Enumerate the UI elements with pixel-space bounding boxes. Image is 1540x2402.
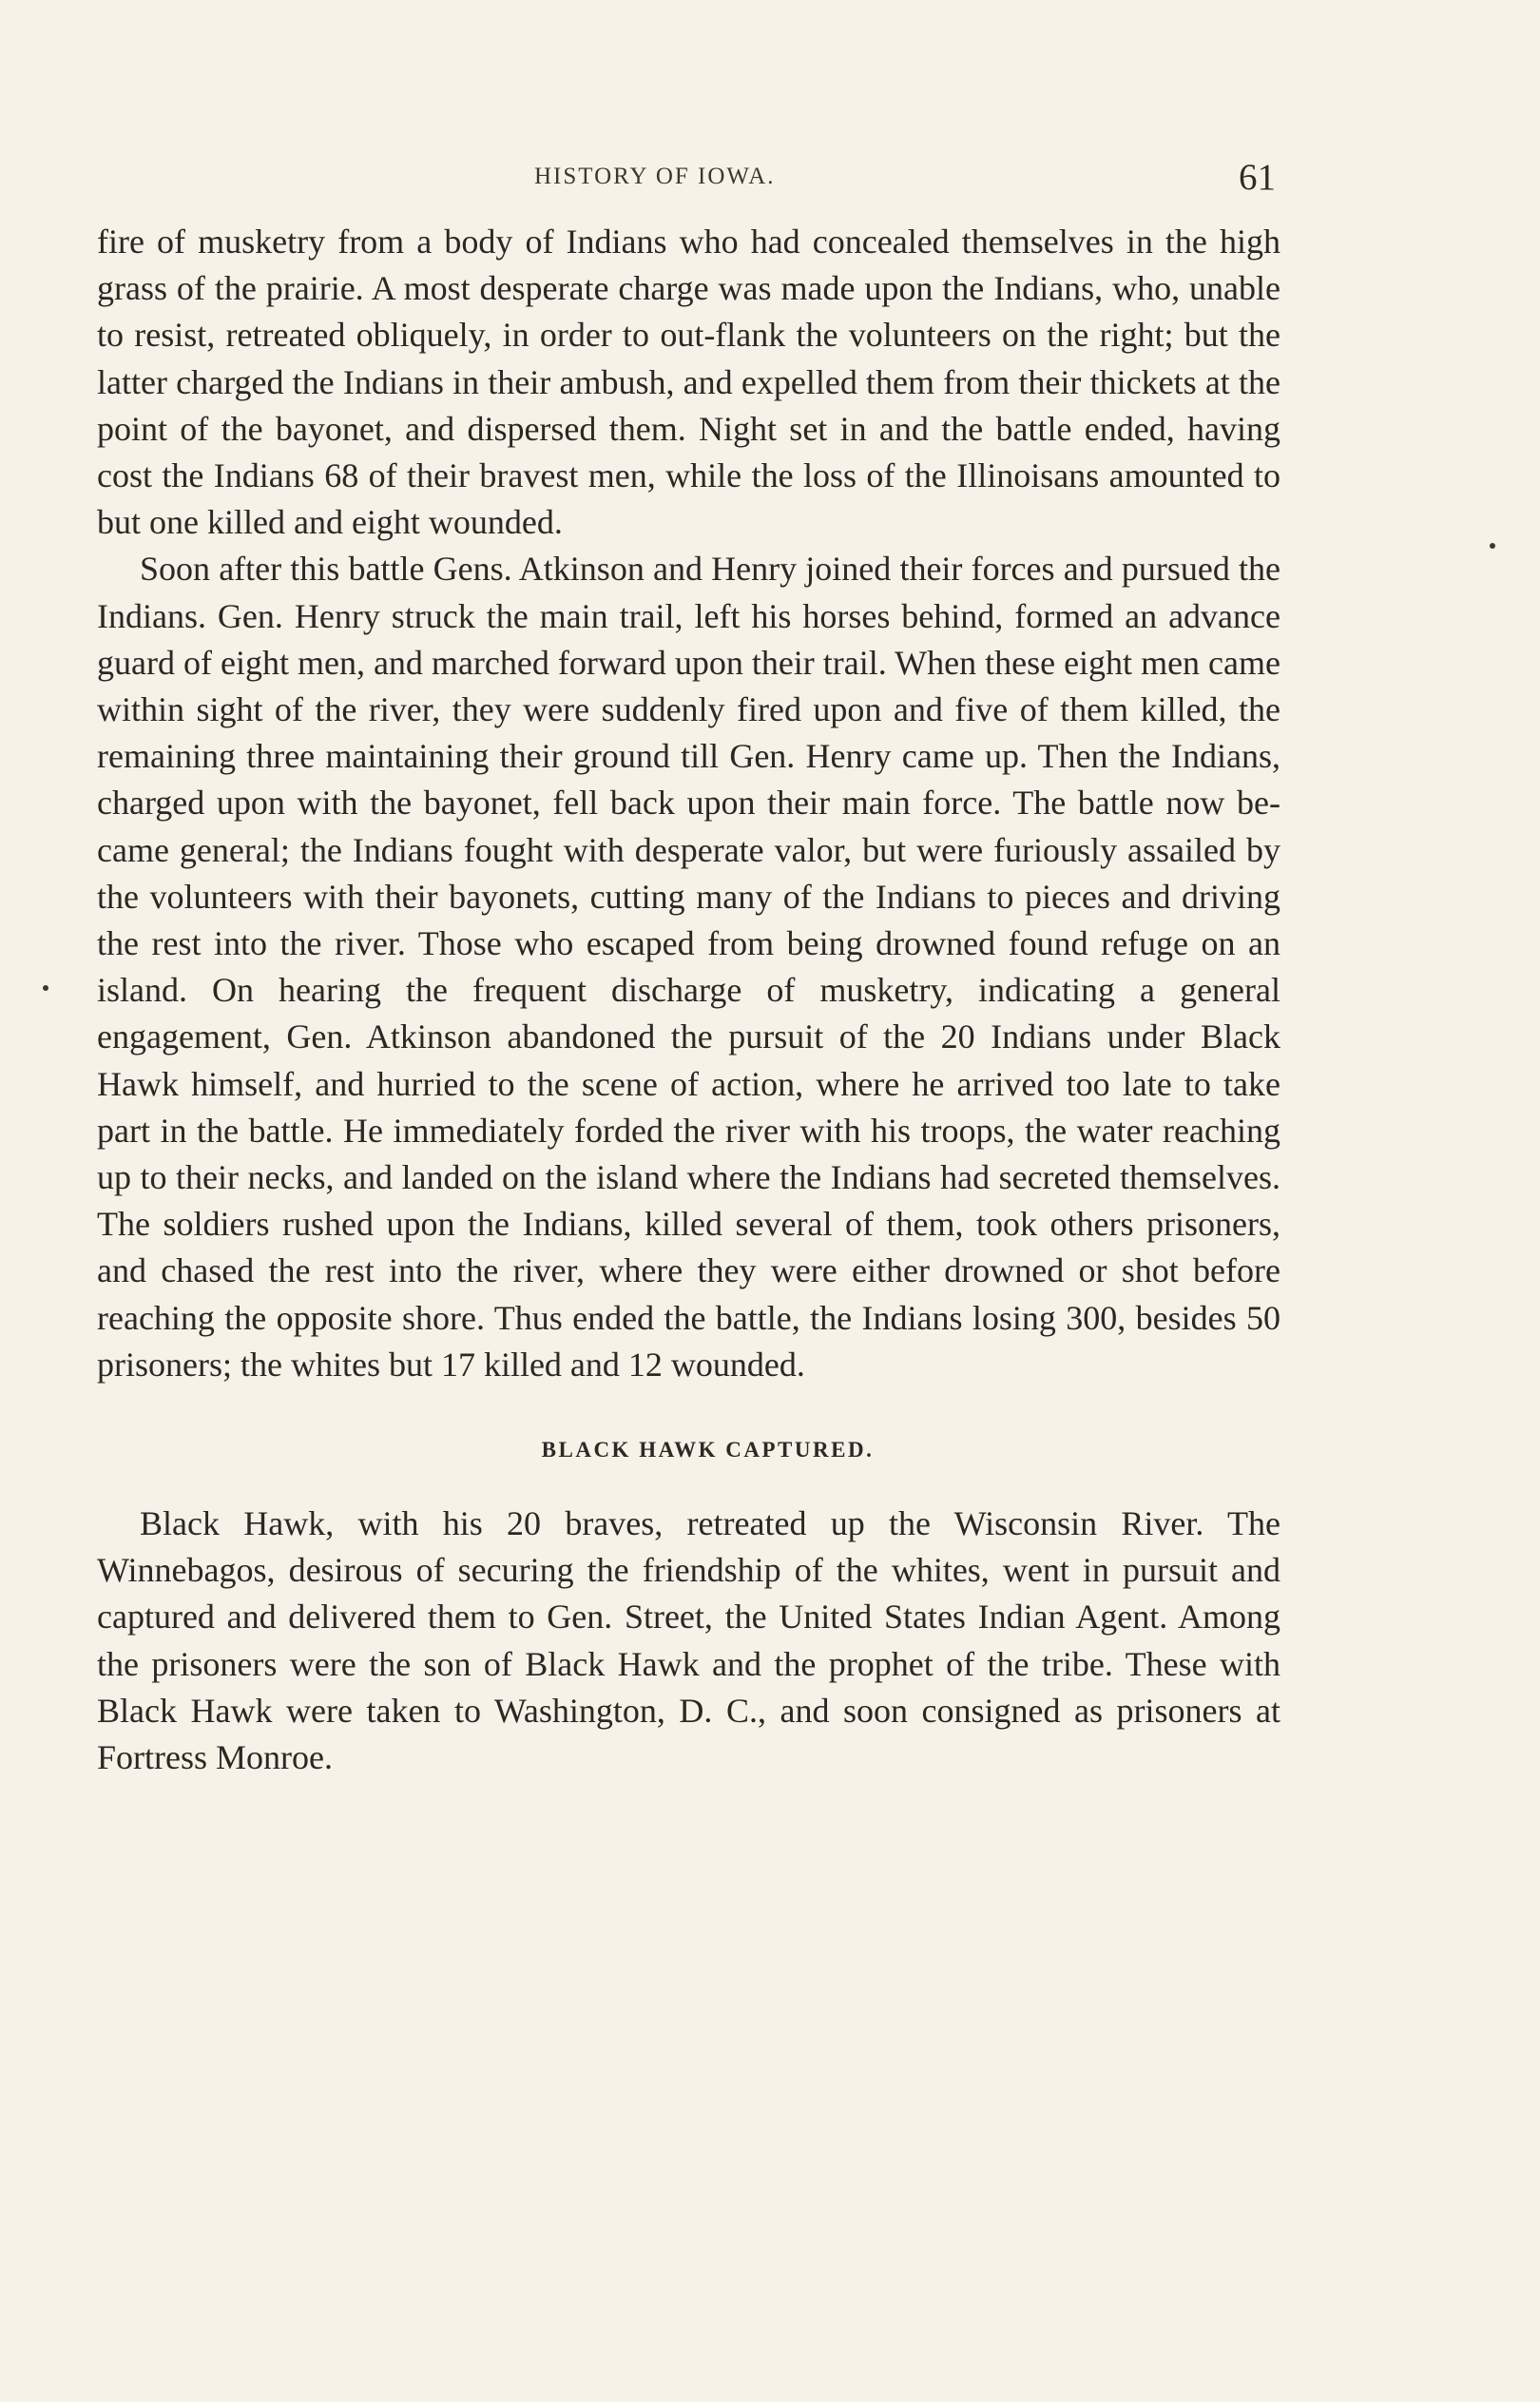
page-number: 61 <box>1239 157 1276 198</box>
ink-speck-right <box>1490 543 1495 549</box>
running-head <box>0 157 1540 198</box>
paragraph-gens-atkinson-henry: Soon after this battle Gens. Atkinson and Henry joined their forces and pursued the Indians. Gen. Henry struck the main trail, left his horses behind, formed an advance guard of eight men, and marched forward upon their trail. When these eight men came within sight of the river, they were suddenly fired upon and five of them killed, the remaining three maintaining their ground till Gen. Henry came up. Then the Indians, charged upon with the bayonet, fell back upon their main force. The battle now became general; the Indians fought with desperate valor, but were furiously assailed by the volunteers with their bayonets, cutting many of the Indians to pieces and driving the rest into the river. Those who escaped from being drowned found refuge on an island. On hearing the frequent discharge of musketry, indicating a general engagement, Gen. Atkinson abandoned the pursuit of the 20 Indians under Black Hawk himself, and hurried to the scene of action, where he arrived too late to take part in the battle. He immediately forded the river with his troops, the water reaching up to their necks, and landed on the island where the Indians had secreted themselves. The soldiers rushed upon the Indians, killed several of them, took others prisoners, and chased the rest into the river, where they were either drowned or shot before reaching the opposite shore. Thus ended the battle, the Indians losing 300, besides 50 prisoners; the whites but 17 killed and 12 wounded. <box>97 550 1280 1384</box>
running-title: HISTORY OF IOWA. <box>534 164 776 189</box>
ink-speck-left <box>43 985 48 991</box>
section-heading: BLACK HAWK CAPTURED. <box>541 1438 875 1463</box>
body-text <box>97 219 1280 1781</box>
paragraph-battle-continuation: fire of musketry from a body of Indians who had concealed themselves in the high grass of the prairie. A most desperate charge was made upon the Indians, who, unable to resist, retreated obliquely, in order to out-flank the volunteers on the right; but the latter charged the Indians in their ambush, and expelled them from their thickets at the point of the bayonet, and dispersed them. Night set in and the battle ended, having cost the Indians 68 of their bravest men, while the loss of the Illinoisans amounted to but one killed and eight wounded. <box>97 223 1280 542</box>
paragraph-black-hawk-captured: Black Hawk, with his 20 braves, retreated up the Wisconsin River. The Winnebagos, desirous of securing the friendship of the whites, went in pursuit and captured and delivered them to Gen. Street, the United States Indian Agent. Among the prisoners were the son of Black Hawk and the prophet of the tribe. These with Black Hawk were taken to Washington, D. C., and soon consigned as prisoners at Fortress Monroe. <box>97 1504 1280 1777</box>
